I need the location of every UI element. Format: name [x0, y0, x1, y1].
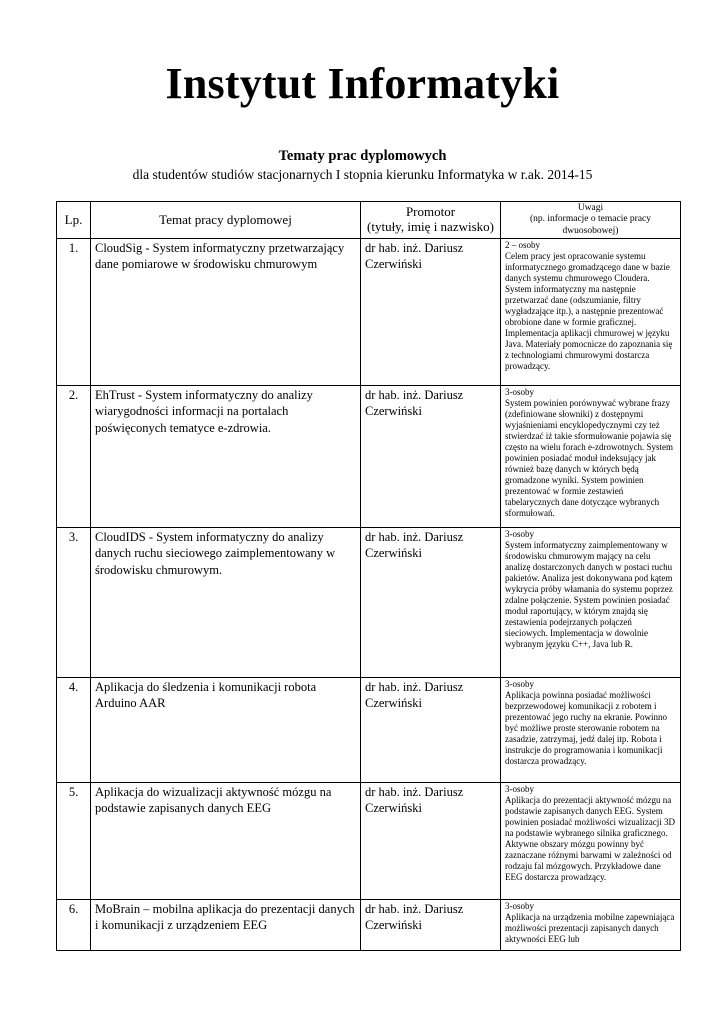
row-number: 3.	[57, 528, 91, 678]
promotor-name: dr hab. inż. Dariusz Czerwiński	[361, 239, 501, 386]
promotor-header-sublabel: (tytuły, imię i nazwisko)	[367, 219, 494, 235]
promotor-name: dr hab. inż. Dariusz Czerwiński	[361, 900, 501, 951]
row-number: 4.	[57, 678, 91, 783]
table-row	[57, 678, 681, 783]
column-header-topic: Temat pracy dyplomowej	[91, 202, 361, 239]
promotor-header-label: Promotor	[405, 204, 456, 220]
topic-title: CloudSig - System informatyczny przetwarzający dane pomiarowe w środowisku chmurowym	[91, 239, 361, 386]
column-header-notes	[501, 202, 681, 239]
notes-header-label: Uwagi	[577, 203, 604, 213]
notes-header-sublabel: (np. informacje o temacie pracy dwuosobowej)	[529, 214, 652, 236]
row-number: 1.	[57, 239, 91, 386]
table-row	[57, 386, 681, 528]
topic-title: MoBrain – mobilna aplikacja do prezentacji danych i komunikacji z urządzeniem EEG	[91, 900, 361, 951]
topic-title: EhTrust - System informatyczny do analizy wiarygodności informacji na portalach poświęconych tematyce e-zdrowia.	[91, 386, 361, 528]
promotor-name: dr hab. inż. Dariusz Czerwiński	[361, 528, 501, 678]
topic-notes: 3-osoby Aplikacja na urządzenia mobilne zapewniająca możliwości prezentacji zapisanych danych aktywności EEG lub	[501, 900, 681, 951]
promotor-name: dr hab. inż. Dariusz Czerwiński	[361, 678, 501, 783]
table-row	[57, 900, 681, 951]
topic-notes: 3-osoby System informatyczny zaimplementowany w środowisku chmurowym mający na celu analizę dostarczonych danych w postaci ruchu pakietów. Analiza jest dokonywana pod kątem wykrycia próby włamania do systemu poprzez zdalne połączenie. System powinien posiadać moduł raportujący, w którym znajdą się zestawienia podejrzanych połączeń sieciowych. Implementacja w dowolnie wybranym języku C++, Java lub R.	[501, 528, 681, 678]
topic-notes: 3-osoby Aplikacja do prezentacji aktywność mózgu na podstawie zapisanych danych EEG. System powinien posiadać możliwości wizualizacji 3D na podstawie wybranego silnika graficznego. Aktywne obszary mózgu powinny być zaznaczane różnymi barwami w zależności od rodzaju fal mózgowych. Przykładowe dane EEG dostarcza prowadzący.	[501, 783, 681, 900]
table-row	[57, 239, 681, 386]
row-number: 6.	[57, 900, 91, 951]
table-row	[57, 528, 681, 678]
topic-notes: 2 – osoby Celem pracy jest opracowanie systemu informatycznego gromadzącego dane w bazie danych systemu chmurowego Cloudera. System informatyczny ma następnie przetwarzać dane (odszumianie, filtry wygładzające itp.), a następnie prezentować obrobione dane w formie graficznej. Implementacja aplikacji chmurowej w języku Java. Materiały pomocnicze do zapoznania się z technologiami chmurowymi dostarcza prowadzący.	[501, 239, 681, 386]
row-number: 2.	[57, 386, 91, 528]
document-subheading: dla studentów studiów stacjonarnych I stopnia kierunku Informatyka w r.ak. 2014-15	[132, 167, 593, 182]
table-row	[57, 783, 681, 900]
topic-title: Aplikacja do śledzenia i komunikacji robota Arduino AAR	[91, 678, 361, 783]
promotor-name: dr hab. inż. Dariusz Czerwiński	[361, 386, 501, 528]
document-heading: Tematy prac dyplomowych	[278, 148, 447, 164]
topic-notes: 3-osoby Aplikacja powinna posiadać możliwości bezprzewodowej komunikacji z robotem i prezentować jego ruchy na ekranie. Powinno być możliwe proste sterowanie robotem na zasadzie, zatrzymaj, jedź dalej itp. Robota i instrukcje do programowania i komunikacji dostarcza prowadzący.	[501, 678, 681, 783]
topic-notes: 3-osoby System powinien porównywać wybrane frazy (zdefiniowane słowniki) z dostępnymi wyjaśnieniami encyklopedycznymi czy też stwierdzać iż takie sformułowanie pojawia się często na wielu forach e-zdrowotnych. System powinien posiadać moduł indeksujący jak również bazę danych w których będą gromadzone wyniki. System powinien prezentować w formie zestawień tabelarycznych dane dotyczące wybranych sformułowań.	[501, 386, 681, 528]
thesis-topics-table	[56, 201, 681, 951]
row-number: 5.	[57, 783, 91, 900]
table-header-row	[57, 202, 681, 239]
promotor-name: dr hab. inż. Dariusz Czerwiński	[361, 783, 501, 900]
column-header-lp: Lp.	[57, 202, 91, 239]
column-header-promotor	[361, 202, 501, 239]
topic-title: Aplikacja do wizualizacji aktywność mózgu na podstawie zapisanych danych EEG	[91, 783, 361, 900]
topic-title: CloudIDS - System informatyczny do analizy danych ruchu sieciowego zaimplementowany w środowisku chmurowym.	[91, 528, 361, 678]
institute-title: Instytut Informatyki	[165, 59, 560, 108]
